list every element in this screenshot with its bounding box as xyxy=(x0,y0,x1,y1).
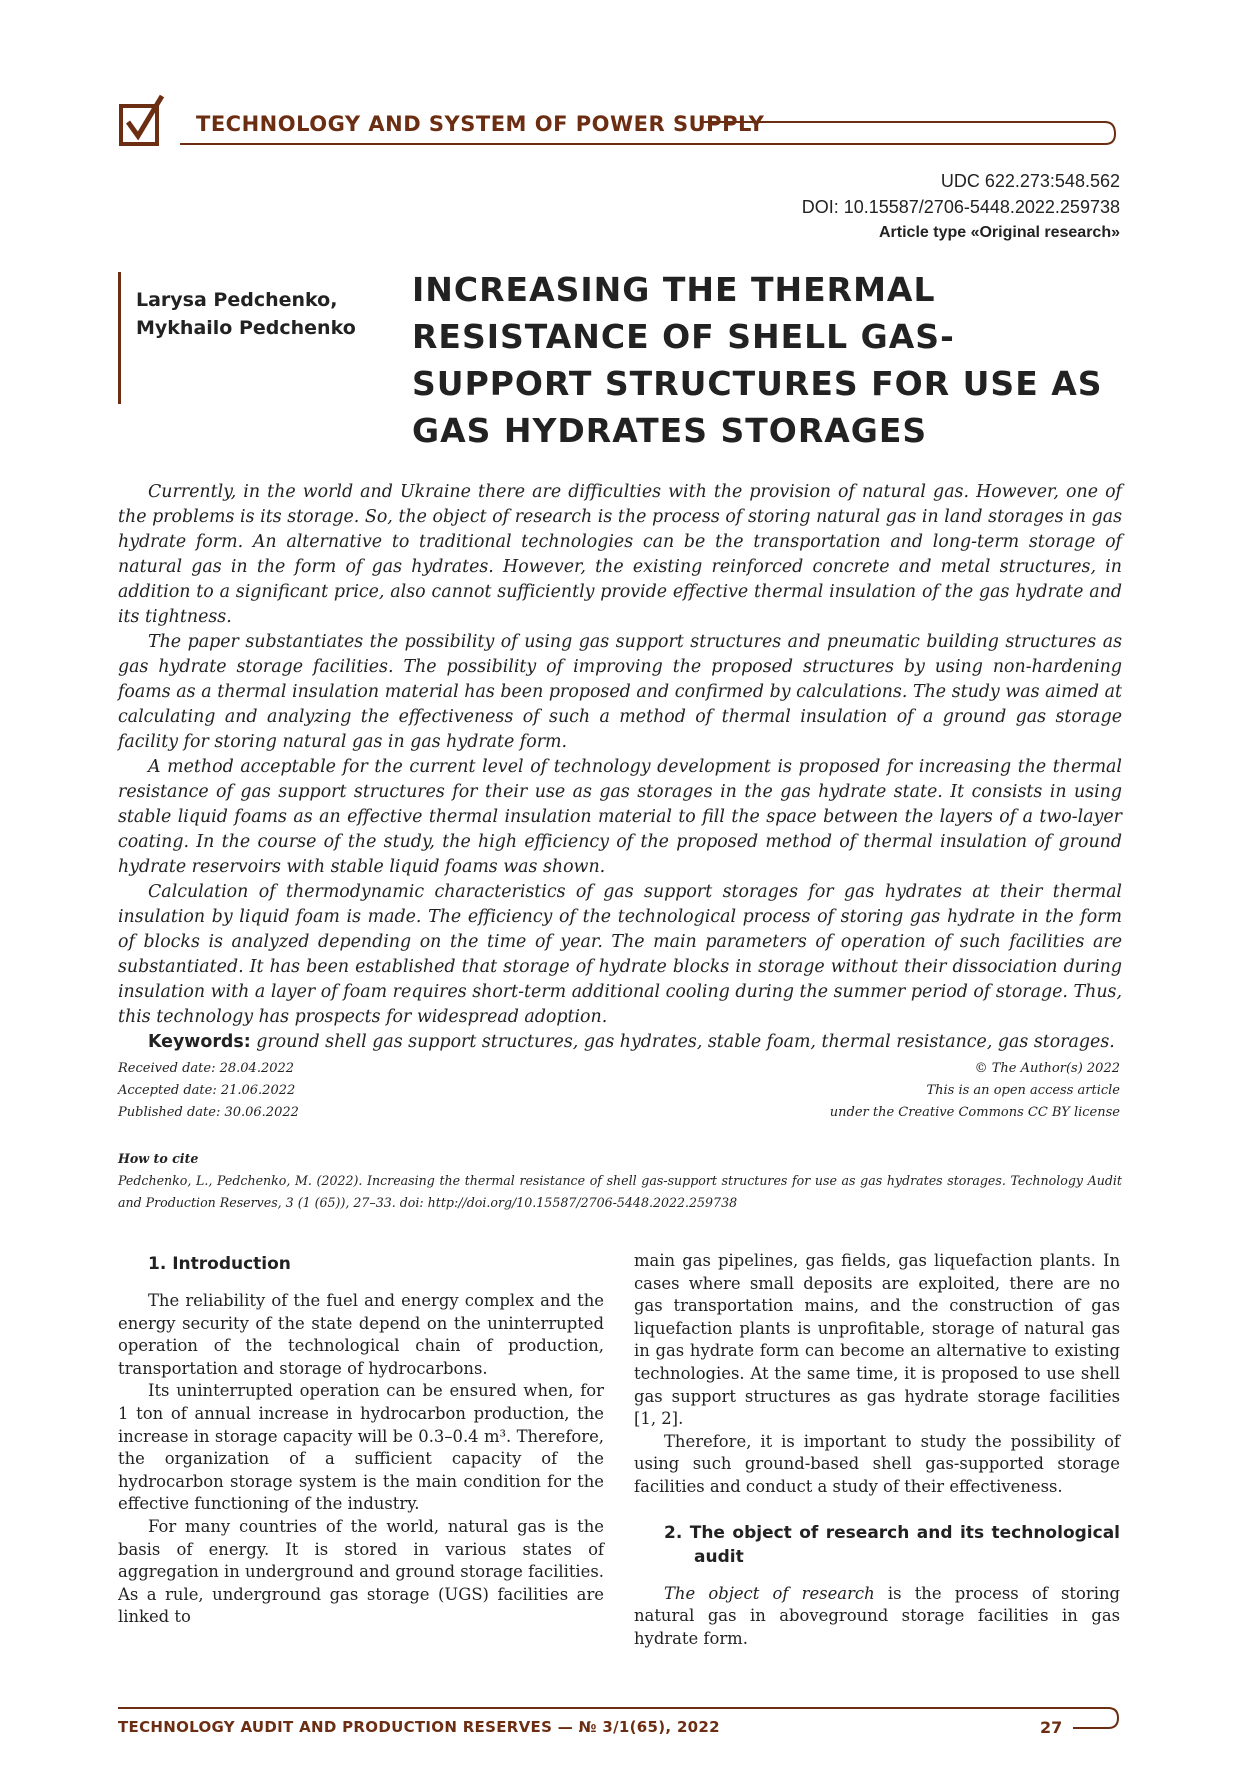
citation-text: Pedchenko, L., Pedchenko, M. (2022). Increasing the thermal resistance of shell gas-support structures for use as gas hydrates storages. Technology Audit and Production Reserves, 3 (1 (65)), 27–33. doi: http://doi.org/10.15587/2706-5448.2022.259738 xyxy=(118,1173,1122,1210)
keywords-text: ground shell gas support structures, gas hydrates, stable foam, thermal resistance, gas storages. xyxy=(256,1032,1115,1052)
abstract-paragraph: Calculation of thermodynamic characteristics of gas support storages for gas hydrates at their thermal insulation by liquid foam is made. The efficiency of the technological process of storing gas hydrate in the form of blocks is analyzed depending on the time of year. The main parameters of operation of such facilities are substantiated. It has been established that storage of hydrate blocks in storage without their dissociation during insulation with a layer of foam requires short-term additional cooling during the summer period of storage. Thus, this technology has prospects for widespread adoption. xyxy=(118,882,1122,1027)
identifiers xyxy=(802,168,1120,246)
author-1: Larysa Pedchenko, xyxy=(136,289,338,311)
author-2: Mykhailo Pedchenko xyxy=(136,317,356,339)
keywords-label: Keywords: xyxy=(148,1032,251,1052)
body-paragraph: main gas pipelines, gas fields, gas liquefaction plants. In cases where small deposits are exploited, there are no gas transportation mains, and the construction of gas liquefaction plants is unprofitable, storage of natural gas in gas hydrate form can become an alternative to existing technologies. At the same time, it is proposed to use shell gas support structures as gas hydrate storage facilities [1, 2]. xyxy=(634,1251,1120,1429)
section-heading-object: 2. The object of research and its technological audit xyxy=(664,1522,1120,1567)
body-paragraph: Therefore, it is important to study the possibility of using such ground-based shell gas-supported storage facilities and conduct a study of their effectiveness. xyxy=(634,1431,1120,1496)
dates xyxy=(118,1058,299,1124)
doi[interactable]: DOI: 10.15587/2706-5448.2022.259738 xyxy=(801,197,1120,217)
body-paragraph: Its uninterrupted operation can be ensured when, for 1 ton of annual increase in hydrocarbon production, the increase in storage capacity will be 0.3–0.4 m³. Therefore, the organization of a sufficient capacity of the hydrocarbon storage system is the main condition for the effective functioning of the industry. xyxy=(118,1381,604,1514)
abstract-paragraph: Currently, in the world and Ukraine there are difficulties with the provision of natural gas. However, one of the problems is its storage. So, the object of research is the process of storing natural gas in land storages in gas hydrate form. An alternative to traditional technologies can be the transportation and long-term storage of natural gas in the form of gas hydrates. However, the existing reinforced concrete and metal structures, in addition to a significant price, also cannot sufficiently provide effective thermal insulation of the gas hydrate and its tightness. xyxy=(118,482,1122,627)
abstract-paragraph: A method acceptable for the current level of technology development is proposed for increasing the thermal resistance of gas support structures for their use as gas storages in the gas hydrate state. It consists in using stable liquid foams as an effective thermal insulation material to fill the space between the layers of a two-layer coating. In the course of the study, the high efficiency of the proposed method of thermal insulation of ground hydrate reservoirs with stable liquid foams was shown. xyxy=(118,757,1122,877)
article-title: INCREASING THE THERMAL RESISTANCE OF SHELL GAS-SUPPORT STRUCTURES FOR USE AS GAS HYDRATES STORAGES xyxy=(412,270,1103,450)
author-bar xyxy=(118,272,121,404)
keywords xyxy=(118,1030,1122,1055)
journal-footer: TECHNOLOGY AUDIT AND PRODUCTION RESERVES — № 3/1(65), 2022 xyxy=(118,1718,720,1736)
body-paragraph: For many countries of the world, natural gas is the basis of energy. It is stored in various states of aggregation in underground and ground storage facilities. As a rule, underground gas storage (UGS) facilities are linked to xyxy=(118,1516,604,1627)
how-to-cite xyxy=(118,1148,1122,1214)
body-paragraph: The reliability of the fuel and energy complex and the energy security of the state depend on the uninterrupted operation of the technological chain of production, transportation and storage of hydrocarbons. xyxy=(118,1291,604,1378)
left-column xyxy=(118,1252,604,1629)
body-text: is the process of storing natural gas in aboveground storage facilities in gas hydrate form. xyxy=(634,1583,1120,1648)
how-to-cite-heading: How to cite xyxy=(118,1151,199,1166)
article-type: Article type «Original research» xyxy=(879,224,1120,241)
checkbox-check-icon xyxy=(118,92,170,148)
license xyxy=(830,1058,1120,1124)
page-number: 27 xyxy=(1040,1718,1063,1737)
license-line-1: This is an open access article xyxy=(926,1083,1120,1098)
copyright: © The Author(s) 2022 xyxy=(974,1061,1120,1076)
abstract xyxy=(118,480,1122,1055)
emphasis: The object of research xyxy=(664,1583,875,1603)
accepted-date: Accepted date: 21.06.2022 xyxy=(118,1083,296,1098)
license-line-2[interactable]: under the Creative Commons CC BY license xyxy=(829,1105,1120,1120)
right-column xyxy=(634,1250,1120,1650)
udc-code: UDC 622.273:548.562 xyxy=(940,171,1120,191)
authors xyxy=(136,286,356,342)
section-heading-introduction: 1. Introduction xyxy=(148,1254,291,1274)
body-paragraph xyxy=(634,1583,1120,1651)
published-date: Published date: 30.06.2022 xyxy=(118,1105,299,1120)
section-title: TECHNOLOGY AND SYSTEM OF POWER SUPPLY xyxy=(196,112,765,136)
received-date: Received date: 28.04.2022 xyxy=(118,1061,295,1076)
abstract-paragraph: The paper substantiates the possibility of using gas support structures and pneumatic building structures as gas hydrate storage facilities. The possibility of improving the proposed structures by using non-hardening foams as a thermal insulation material has been proposed and confirmed by calculations. The study was aimed at calculating and analyzing the effectiveness of such a method of thermal insulation of a ground gas storage facility for storing natural gas in gas hydrate form. xyxy=(118,632,1122,752)
